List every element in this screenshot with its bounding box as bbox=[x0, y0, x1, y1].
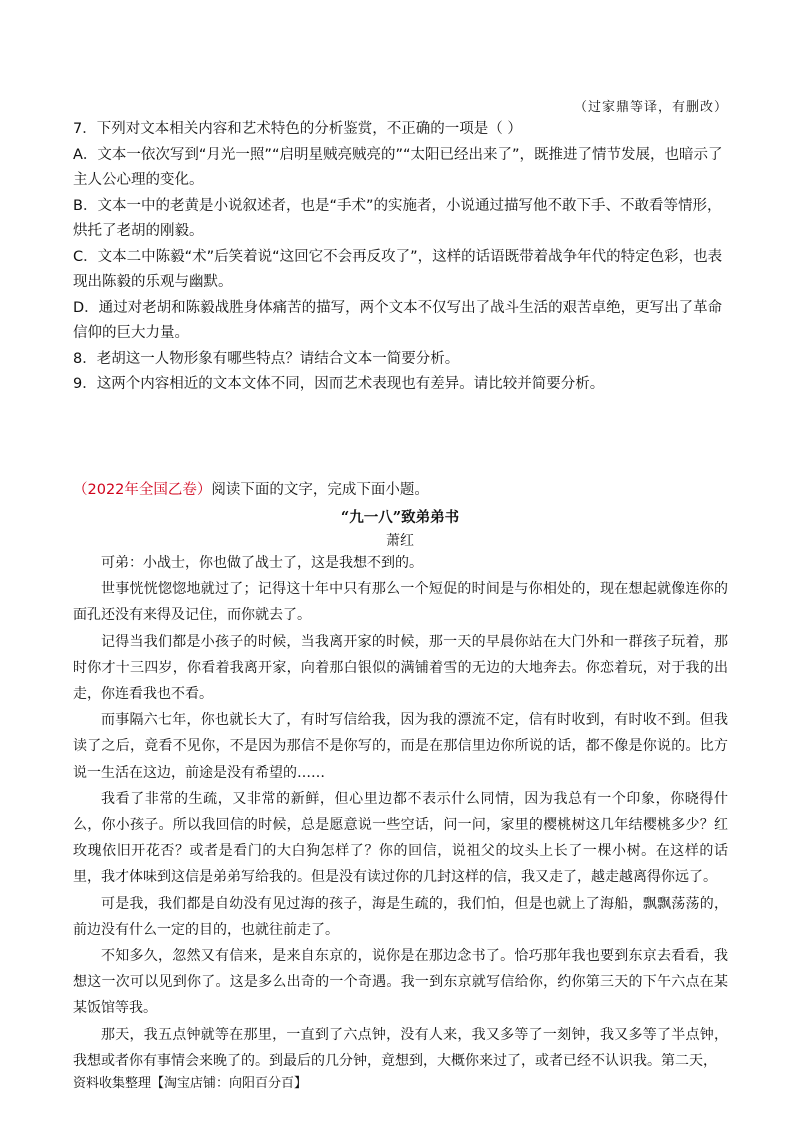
exam-source-tag: （2022年全国乙卷） bbox=[73, 482, 212, 498]
option-b: B．文本一中的老黄是小说叙述者，也是“手术”的实施者，小说通过描写他不敢下手、不敢看等情形，烘托了老胡的刚毅。 bbox=[73, 197, 722, 239]
option-d: D．通过对老胡和陈毅战胜身体痛苦的描写，两个文本不仅写出了战斗生活的艰苦卓绝，更写出了革命信仰的巨大力量。 bbox=[73, 299, 723, 341]
article-title: “九一八”致弟弟书 bbox=[340, 509, 460, 526]
paragraph: 记得当我们都是小孩子的时候，当我离开家的时候，那一天的早晨你站在大门外和一群孩子玩着，那时你才十三四岁，你看着我离开家，向着那白银似的满铺着雪的无边的大地奔去。你恋着玩，对于我的出走，你连看我也不看。 bbox=[73, 633, 728, 703]
article-author: 萧红 bbox=[386, 533, 414, 549]
option-a: A．文本一依次写到“月光一照”“启明星贼亮贼亮的”“太阳已经出来了”，既推进了情节发展，也暗示了主人公心理的变化。 bbox=[73, 146, 723, 188]
question-9: 9．这两个内容相近的文本文体不同，因而艺术表现也有差异。请比较并简要分析。 bbox=[73, 376, 605, 392]
paragraph: 可弟：小战士，你也做了战士了，这是我想不到的。 bbox=[101, 555, 423, 571]
option-c: C．文本二中陈毅“术”后笑着说“这回它不会再反攻了”，这样的话语既带着战争年代的特定色彩，也表现出陈毅的乐观与幽默。 bbox=[73, 248, 723, 290]
question-8: 8．老胡这一人物形象有哪些特点？请结合文本一简要分析。 bbox=[73, 350, 460, 367]
paragraph: 不知多久，忽然又有信来，是来自东京的，说你是在那边念书了。恰巧那年我也要到东京去看看，我想这一次可以见到你了。这是多么出奇的一个奇遇。我一到东京就写信给你，约你第三天的下午六点在某某饭馆等我。 bbox=[73, 948, 728, 1017]
translation-attribution: （过家鼎等译，有删改） bbox=[573, 100, 728, 115]
paragraph: 那天，我五点钟就等在那里，一直到了六点钟，没有人来，我又多等了一刻钟，我又多等了半点钟，我想或者你有事情会来晚了的。到最后的几分钟，竟想到，大概你来过了，或者已经不认识我。第二天， bbox=[73, 1026, 728, 1069]
paragraph: 可是我，我们都是自幼没有见过海的孩子，海是生疏的，我们怕，但是也就上了海船，飘飘荡荡的，前边没有什么一定的目的，也就往前走了。 bbox=[73, 895, 728, 938]
paragraph: 而事隔六七年，你也就长大了，有时写信给我，因为我的漂流不定，信有时收到，有时收不到。但我读了之后，竟看不见你，不是因为那信不是你写的，而是在那信里边你所说的话，都不像是你说的。比方说一生活在这边，前途是没有希望的…… bbox=[73, 712, 728, 781]
question-7: 7．下列对文本相关内容和艺术特色的分析鉴赏，不正确的一项是（ ） bbox=[73, 121, 522, 137]
paragraph: 世事恍恍惚惚地就过了；记得这十年中只有那么一个短促的时间是与你相处的，现在想起就像连你的面孔还没有来得及记住，而你就去了。 bbox=[73, 581, 728, 624]
page-footer: 资料收集整理【淘宝店铺：向阳百分百】 bbox=[73, 1076, 308, 1091]
reading-source-line bbox=[73, 479, 429, 501]
reading-instruction: 阅读下面的文字，完成下面小题。 bbox=[211, 482, 429, 498]
question-block bbox=[73, 117, 725, 398]
letter-body bbox=[73, 550, 728, 1074]
paragraph: 我看了非常的生疏，又非常的新鲜，但心里边都不表示什么同情，因为我总有一个印象，你晓得什么，你小孩子。所以我回信的时候，总是愿意说一些空话，问一问，家里的樱桃树这几年结樱桃多少？红玫瑰依旧开花否？或者是看门的大白狗怎样了？你的回信，说祖父的坟头上长了一棵小树。在这样的话里，我才体味到这信是弟弟写给我的。但是没有读过你的几封这样的信，我又走了，越走越离得你远了。 bbox=[73, 790, 728, 886]
